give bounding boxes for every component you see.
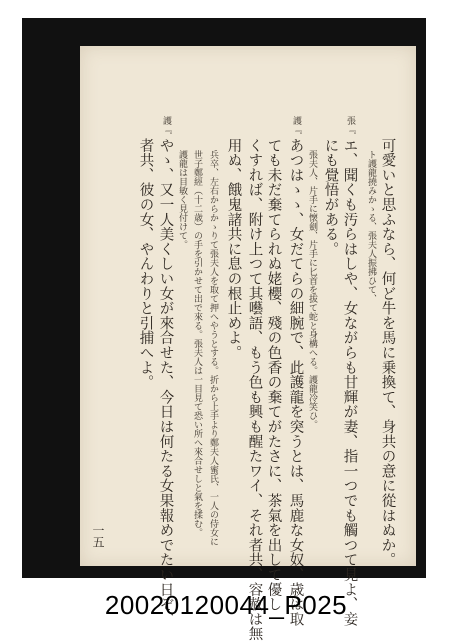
- stage-direction: 護龍は目敏く見付けて。: [177, 150, 187, 249]
- speaker-marker: 張『: [345, 116, 355, 134]
- text-column: くすれば、附け上つて其囈語、もう色も興も醒たワイ、それ者共、容赦は無: [246, 138, 263, 641]
- text-column: ても未だ棄てられぬ姥櫻、殘の色香の棄てがたさに、茶氣を出して優し: [265, 138, 282, 612]
- speaker-marker: 護『: [161, 116, 171, 134]
- image-caption: 20020120044_P025: [104, 590, 348, 620]
- text-column: にも覺悟がある。: [322, 138, 339, 257]
- text-column: エ、聞くも汚らはしや、女ながらも甘輝が妻、指一つでも觸つて見よ、妾: [341, 138, 358, 627]
- text-column: 可愛いと思ふなら、何ど牛を馬に乗換て、身共の意に從はぬか。: [379, 138, 396, 568]
- page-number: 一五: [91, 524, 105, 548]
- stage-direction: 張夫人、片手に懐劍、片手に匕首を拔て蛇と身構へる。護龍冷笑ひ。: [307, 150, 317, 429]
- text-column: あつはゝゝ、女だてらの細腕で、此護龍を突うとは、馬鹿な女奴、歳は取: [287, 138, 304, 627]
- stage-direction: ト護龍撓みかゝる、張夫人振拂ひて、: [366, 150, 376, 303]
- stage-direction: 兵卒、左右からかゝりて張夫人を取て押へやうとする。折から上手より鄭夫人蜜氏、一人の侍女に: [208, 150, 218, 546]
- text-column: やゝ、又一人美くしい女が來合せた、今日は何たる女果報めでたい日ぞ、: [157, 138, 174, 627]
- stage-direction: 世子鄭經（十二歳）の手を引かせて出で來る。張夫人は一目見て恐い所へ來合せしと氣を揉む。: [192, 150, 202, 537]
- text-column: 用ぬ、餓鬼諸共に息の根止めよ。: [225, 138, 242, 360]
- text-column: 者共、彼の女、やんわりと引捕へよ。: [137, 138, 154, 390]
- speaker-marker: 護『: [291, 116, 301, 134]
